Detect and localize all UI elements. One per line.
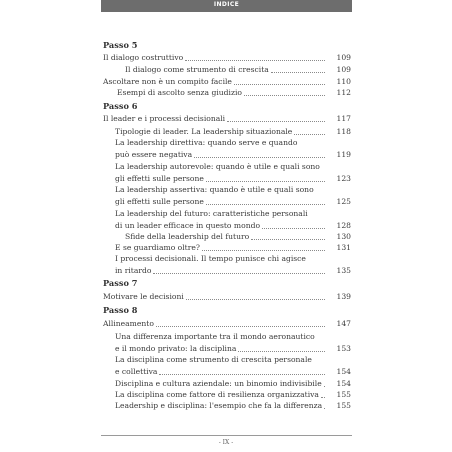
dot-leader [271, 72, 325, 73]
toc-entry-first-line [103, 209, 351, 219]
dot-leader [234, 84, 325, 85]
section-heading: Passo 8 [103, 305, 138, 315]
toc-entry[interactable] [103, 319, 351, 329]
dot-leader [324, 408, 325, 409]
entry-page-number: 117 [336, 114, 351, 123]
dot-leader [262, 228, 325, 229]
entry-text: Esempi di ascolto senza giudizio [117, 88, 242, 97]
entry-page-number: 155 [336, 401, 351, 410]
footer-rule [101, 435, 352, 436]
entry-page-number: 131 [336, 243, 351, 252]
dot-leader [321, 397, 325, 398]
entry-page-number: 147 [336, 319, 351, 328]
entry-text: La leadership assertiva: quando è utile e quali sono [115, 185, 314, 194]
dot-leader [186, 299, 325, 300]
entry-text: La leadership direttiva: quando serve e quando [115, 138, 298, 147]
toc-entry[interactable] [103, 221, 351, 231]
entry-text: e il mondo privato: la disciplina [115, 344, 237, 353]
entry-text: di un leader efficace in questo mondo [115, 221, 261, 230]
entry-text: Una differenza importante tra il mondo aeronautico [115, 332, 315, 341]
dot-leader [185, 60, 325, 61]
toc-entry[interactable] [103, 174, 351, 184]
entry-text: Leadership e disciplina: l'esempio che fa la differenza [115, 401, 323, 410]
entry-page-number: 139 [336, 292, 351, 301]
entry-page-number: 119 [336, 150, 351, 159]
toc-entry[interactable] [103, 77, 351, 87]
toc-entry-first-line [103, 185, 351, 195]
section-heading: Passo 5 [103, 40, 138, 50]
entry-text: gli effetti sulle persone [115, 197, 204, 206]
footer-page-number: - IX - [218, 439, 234, 446]
entry-text: in ritardo [115, 266, 152, 275]
entry-text: Disciplina e cultura aziendale: un binomio indivisibile [115, 379, 322, 388]
entry-text: La leadership autorevole: quando è utile e quali sono [115, 162, 320, 171]
entry-text: Il dialogo costruttivo [103, 53, 184, 62]
dot-leader [244, 95, 325, 96]
header-title: INDICE [213, 1, 240, 8]
entry-page-number: 109 [336, 53, 351, 62]
toc-entry[interactable] [103, 150, 351, 160]
toc-entry[interactable] [103, 127, 351, 137]
toc-entry-first-line [103, 138, 351, 148]
entry-page-number: 112 [336, 88, 351, 97]
entry-text: E se guardiamo oltre? [115, 243, 200, 252]
toc-entry-first-line [103, 332, 351, 342]
entry-text: Tipologie di leader. La leadership situazionale [115, 127, 293, 136]
entry-text: Sfide della leadership del futuro [125, 232, 250, 241]
section-heading: Passo 7 [103, 278, 138, 288]
toc-entry[interactable] [103, 88, 351, 98]
entry-text: Motivare le decisioni [103, 292, 184, 301]
entry-text: Allineamento [103, 319, 154, 328]
toc-entry[interactable] [103, 266, 351, 276]
entry-page-number: 123 [336, 174, 351, 183]
toc-entry[interactable] [103, 65, 351, 75]
toc-entry[interactable] [103, 292, 351, 302]
entry-page-number: 154 [336, 379, 351, 388]
toc-entry[interactable] [103, 243, 351, 253]
dot-leader [227, 121, 325, 122]
toc-entry[interactable] [103, 344, 351, 354]
entry-text: Il dialogo come strumento di crescita [125, 65, 269, 74]
entry-page-number: 135 [336, 266, 351, 275]
dot-leader [206, 181, 325, 182]
entry-page-number: 118 [336, 127, 351, 136]
dot-leader [156, 326, 325, 327]
toc-entry[interactable] [103, 53, 351, 63]
entry-page-number: 125 [336, 197, 351, 206]
dot-leader [194, 157, 325, 158]
toc-entry-first-line [103, 162, 351, 172]
toc-entry-first-line [103, 254, 351, 264]
toc-entry[interactable] [103, 379, 351, 389]
entry-page-number: 128 [336, 221, 351, 230]
dot-leader [202, 250, 325, 251]
entry-page-number: 155 [336, 390, 351, 399]
dot-leader [251, 239, 325, 240]
dot-leader [294, 134, 325, 135]
entry-text: e collettiva [115, 367, 158, 376]
dot-leader [238, 351, 325, 352]
header-bar [101, 0, 352, 12]
entry-page-number: 110 [336, 77, 351, 86]
entry-page-number: 130 [336, 232, 351, 241]
entry-text: gli effetti sulle persone [115, 174, 204, 183]
entry-text: Il leader e i processi decisionali [103, 114, 226, 123]
toc-entry[interactable] [103, 390, 351, 400]
dot-leader [324, 386, 325, 387]
entry-page-number: 109 [336, 65, 351, 74]
entry-text: Ascoltare non è un compito facile [103, 77, 232, 86]
toc-entry[interactable] [103, 197, 351, 207]
toc-entry-first-line [103, 355, 351, 365]
entry-text: I processi decisionali. Il tempo punisce chi agisce [115, 254, 306, 263]
dot-leader [153, 273, 325, 274]
toc-entry[interactable] [103, 114, 351, 124]
entry-page-number: 154 [336, 367, 351, 376]
toc-entry[interactable] [103, 232, 351, 242]
section-heading: Passo 6 [103, 101, 138, 111]
toc-entry[interactable] [103, 367, 351, 377]
dot-leader [206, 204, 325, 205]
entry-page-number: 153 [336, 344, 351, 353]
entry-text: La disciplina come fattore di resilienza organizzativa [115, 390, 319, 399]
toc-entry[interactable] [103, 401, 351, 411]
entry-text: può essere negativa [115, 150, 193, 159]
entry-text: La disciplina come strumento di crescita personale [115, 355, 312, 364]
entry-text: La leadership del futuro: caratteristiche personali [115, 209, 308, 218]
dot-leader [159, 374, 325, 375]
